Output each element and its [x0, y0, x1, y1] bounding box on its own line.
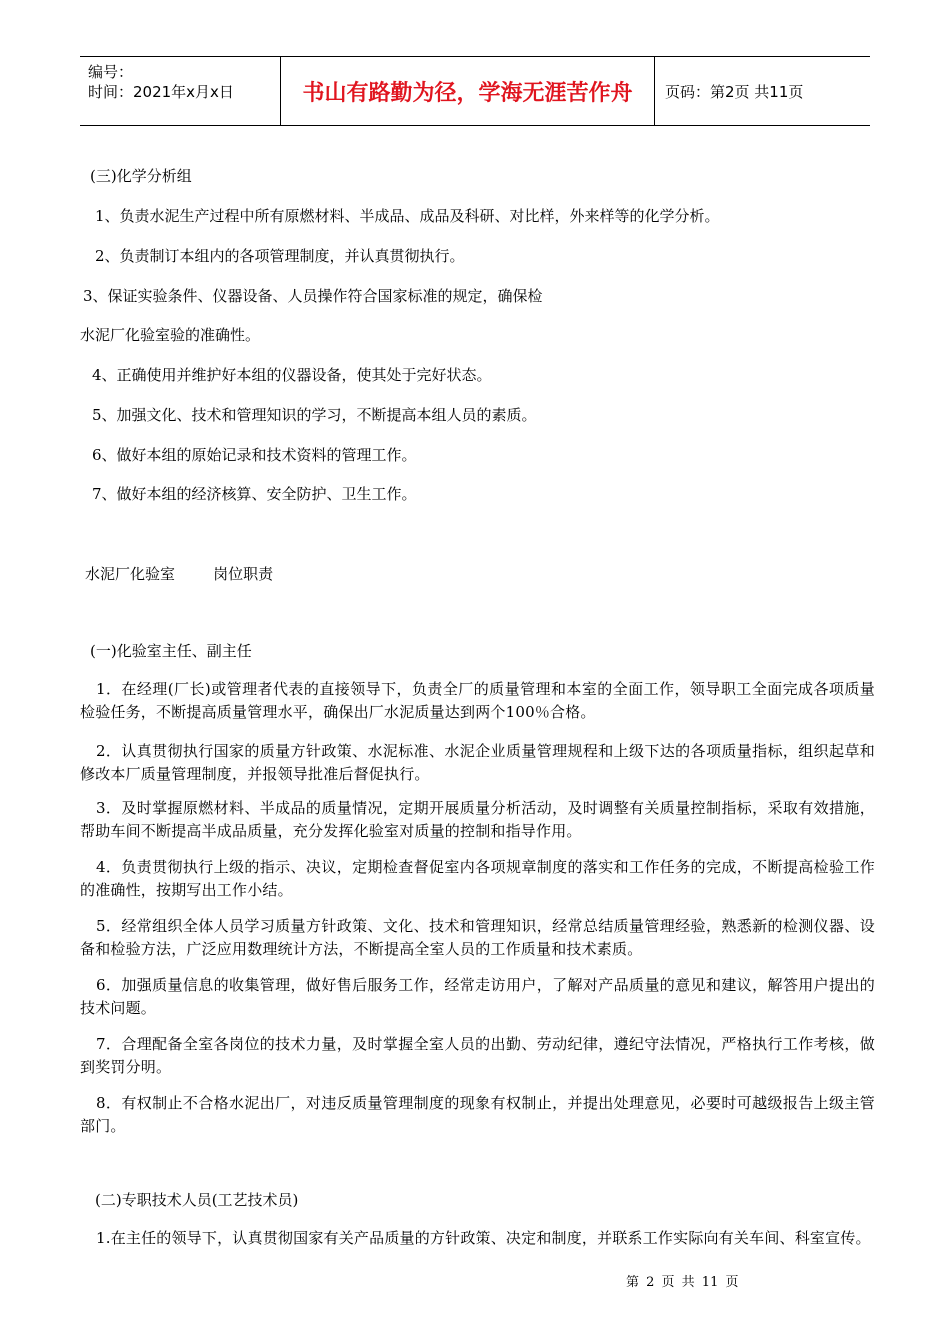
director-item: 3．及时掌握原燃材料、半成品的质量情况，定期开展质量分析活动，及时调整有关质量控制指标，采取有效措施，帮助车间不断提高半成品质量，充分发挥化验室对质量的控制和指导作用。 — [80, 799, 875, 840]
document-number-label: 编号： — [88, 63, 134, 81]
chem-item: 3、保证实验条件、仪器设备、人员操作符合国家标准的规定，确保检 — [83, 287, 543, 305]
section-title: 水泥厂化验室 岗位职责 — [85, 565, 274, 583]
chem-item: 7、做好本组的经济核算、安全防护、卫生工作。 — [92, 485, 417, 503]
chem-item: 4、正确使用并维护好本组的仪器设备，使其处于完好状态。 — [92, 366, 492, 384]
tech-staff-item: 1.在主任的领导下，认真贯彻国家有关产品质量的方针政策、决定和制度，并联系工作实际向有关车间、科室宣传。 — [96, 1229, 871, 1247]
header-motto: 书山有路勤为径，学海无涯苦作舟 — [281, 57, 655, 125]
header-meta — [80, 57, 281, 125]
director-item: 6．加强质量信息的收集管理，做好售后服务工作，经常走访用户，了解对产品质量的意见和建议，解答用户提出的技术问题。 — [80, 976, 875, 1017]
header-page-info: 页码：第2页 共11页 — [665, 82, 804, 101]
chem-group-title: (三)化学分析组 — [90, 167, 192, 185]
director-item: 2．认真贯彻执行国家的质量方针政策、水泥标准、水泥企业质量管理规程和上级下达的各项质量指标，组织起草和修改本厂质量管理制度，并报领导批准后督促执行。 — [80, 742, 875, 783]
page-header — [80, 56, 870, 126]
director-item: 4．负责贯彻执行上级的指示、决议，定期检查督促室内各项规章制度的落实和工作任务的完成，不断提高检验工作的准确性，按期写出工作小结。 — [80, 858, 875, 899]
page-footer: 第 2 页 共 11 页 — [626, 1275, 739, 1290]
director-item: 8．有权制止不合格水泥出厂，对违反质量管理制度的现象有权制止，并提出处理意见，必要时可越级报告上级主管部门。 — [80, 1094, 875, 1135]
director-item: 5．经常组织全体人员学习质量方针政策、文化、技术和管理知识，经常总结质量管理经验，熟悉新的检测仪器、设备和检验方法，广泛应用数理统计方法，不断提高全室人员的工作质量和技术素质。 — [80, 917, 875, 958]
director-item: 7．合理配备全室各岗位的技术力量，及时掌握全室人员的出勤、劳动纪律，遵纪守法情况，严格执行工作考核，做到奖罚分明。 — [80, 1035, 875, 1076]
chem-item: 2、负责制订本组内的各项管理制度，并认真贯彻执行。 — [95, 247, 465, 265]
chem-item: 6、做好本组的原始记录和技术资料的管理工作。 — [92, 446, 417, 464]
director-item: 1．在经理(厂长)或管理者代表的直接领导下，负责全厂的质量管理和本室的全面工作，领导职工全面完成各项质量检验任务，不断提高质量管理水平，确保出厂水泥质量达到两个100％合格。 — [80, 680, 875, 721]
chem-item: 水泥厂化验室验的准确性。 — [80, 326, 261, 344]
chem-item: 1、负责水泥生产过程中所有原燃材料、半成品、成品及科研、对比样，外来样等的化学分析。 — [95, 207, 720, 225]
director-title: (一)化验室主任、副主任 — [90, 642, 252, 660]
tech-staff-title: (二)专职技术人员(工艺技术员) — [95, 1191, 299, 1209]
chem-item: 5、加强文化、技术和管理知识的学习，不断提高本组人员的素质。 — [92, 406, 537, 424]
document-time-label: 时间：2021年x月x日 — [88, 83, 234, 101]
